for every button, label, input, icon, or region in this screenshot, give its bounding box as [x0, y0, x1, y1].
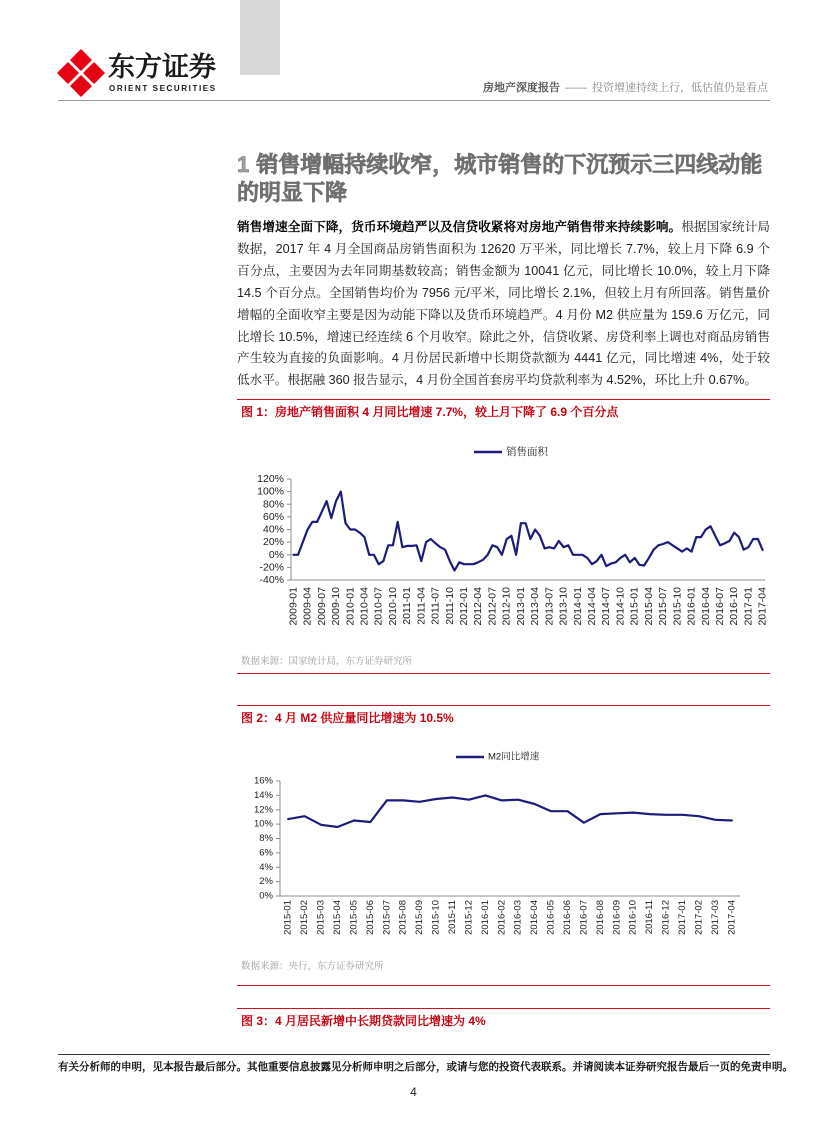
- x-tick-label: 2013-04: [529, 587, 542, 626]
- x-tick-label: 2016-03: [512, 900, 524, 935]
- x-tick-label: 2016-08: [594, 900, 606, 935]
- y-tick-label: 80%: [262, 498, 284, 511]
- x-tick-label: 2009-10: [330, 587, 343, 626]
- y-tick-label: 0%: [259, 890, 273, 902]
- header-separator: ——: [565, 82, 587, 94]
- series-line: [288, 795, 732, 827]
- x-tick-label: 2016-01: [685, 587, 698, 626]
- y-tick-label: -20%: [259, 561, 284, 574]
- section-heading: [237, 151, 770, 207]
- y-tick-label: 20%: [262, 536, 284, 549]
- x-tick-label: 2016-02: [496, 900, 508, 935]
- footer-disclaimer: 有关分析师的申明，见本报告最后部分。其他重要信息披露见分析师申明之后部分，或请与您的投资代表联系。并请阅读本证券研究报告最后一页的免责申明。: [58, 1061, 793, 1073]
- legend-label: M2同比增速: [488, 751, 540, 763]
- x-tick-label: 2010-01: [344, 587, 357, 626]
- x-tick-label: 2014-01: [571, 587, 584, 626]
- x-tick-label: 2014-10: [614, 587, 627, 626]
- x-tick-label: 2013-10: [557, 587, 570, 626]
- running-header: [483, 81, 768, 95]
- x-tick-label: 2016-04: [529, 900, 541, 935]
- header-divider: [58, 100, 770, 101]
- y-tick-label: 4%: [259, 861, 273, 873]
- x-tick-label: 2010-10: [386, 587, 399, 626]
- x-tick-label: 2015-09: [414, 900, 426, 935]
- x-tick-label: 2015-07: [381, 900, 393, 935]
- x-tick-label: 2015-02: [299, 900, 311, 935]
- section-number: 1: [237, 152, 250, 177]
- sales-area-growth-chart: [237, 435, 770, 650]
- y-tick-label: 100%: [257, 485, 284, 498]
- x-tick-label: 2015-10: [671, 587, 684, 626]
- x-tick-label: 2013-01: [514, 587, 527, 626]
- x-tick-label: 2015-10: [430, 900, 442, 935]
- report-title: 投资增速持续上行，低估值仍是看点: [592, 82, 768, 94]
- x-tick-label: 2009-01: [287, 587, 300, 626]
- figure-2-source: 数据来源：央行，东方证券研究所: [241, 961, 384, 972]
- x-tick-label: 2015-06: [364, 900, 376, 935]
- x-tick-label: 2015-04: [332, 900, 343, 935]
- series-line: [293, 492, 762, 571]
- x-tick-label: 2017-01: [742, 587, 755, 626]
- x-tick-label: 2017-04: [756, 587, 769, 626]
- y-tick-label: -40%: [259, 574, 284, 586]
- x-tick-label: 2015-05: [348, 900, 360, 935]
- x-tick-label: 2016-12: [660, 900, 672, 935]
- y-tick-label: 120%: [257, 473, 284, 485]
- figure-3-caption: 图 3：4 月居民新增中长期贷款同比增速为 4%: [237, 1008, 770, 1029]
- x-tick-label: 2016-05: [545, 900, 557, 935]
- header-gray-bar: [240, 0, 280, 75]
- logo-name-cn: 东方证券: [108, 52, 216, 82]
- x-tick-label: 2015-01: [282, 900, 294, 935]
- x-tick-label: 2017-04: [726, 900, 738, 935]
- x-tick-label: 2010-04: [358, 587, 371, 626]
- x-tick-label: 2011-07: [429, 587, 442, 625]
- body-paragraph: [237, 217, 770, 392]
- x-tick-label: 2010-07: [372, 587, 385, 626]
- figure-2-caption: 图 2：4 月 M2 供应量同比增速为 10.5%: [237, 705, 770, 726]
- y-tick-label: 2%: [259, 876, 273, 888]
- x-tick-label: 2016-07: [713, 587, 726, 626]
- x-tick-label: 2014-07: [600, 587, 613, 626]
- section-title: 销售增幅持续收窄，城市销售的下沉预示三四线动能的明显下降: [237, 152, 763, 205]
- x-tick-label: 2015-08: [397, 900, 409, 935]
- figure-1-divider: [237, 673, 770, 674]
- x-tick-label: 2015-11: [447, 900, 458, 935]
- figure-1-caption: 图 1：房地产销售面积 4 月同比增速 7.7%，较上月下降了 6.9 个百分点: [237, 399, 770, 420]
- x-tick-label: 2016-11: [644, 900, 656, 935]
- paragraph-text: 根据国家统计局数据，2017 年 4 月全国商品房销售面积为 12620 万平米，同比增长 7.7%，较上月下降 6.9 个百分点，主要因为去年同期基数较高；销售金额为 10041 亿元，同比增长 10.0%，较上月下降 14.5 个百分点。全国销售均价为 7956 元/平米，同比增长 2.1%，但较上月有所回落。销售量价增幅的全面收窄主要是因为动能下降以及货币环境趋严。4 月份 M2 供应量为 159.6 万亿元，同比增长 10.5%，增速已经连续 6 个月收窄。除此之外，信贷收紧、房贷利率上调也对商品房销售产生较为直接的负面影响。4 月份居民新增中长期贷款额为 4441 亿元，同比增速 4%，处于较低水平。根据融 360 报告显示，4 月份全国首套房平均贷款利率为 4.52%，环比上升 0.67%。: [237, 220, 771, 388]
- y-tick-label: 40%: [262, 523, 284, 536]
- logo-name-en: ORIENT SECURITIES: [109, 84, 217, 93]
- y-tick-label: 60%: [262, 510, 284, 523]
- y-tick-label: 14%: [253, 789, 273, 801]
- x-tick-label: 2015-07: [657, 587, 670, 626]
- legend-label: 销售面积: [506, 446, 548, 458]
- x-tick-label: 2017-01: [677, 900, 688, 935]
- x-tick-label: 2016-10: [627, 900, 639, 935]
- x-tick-label: 2011-10: [443, 587, 456, 625]
- x-tick-label: 2012-01: [458, 587, 471, 626]
- x-tick-label: 2011-01: [401, 587, 414, 625]
- y-tick-label: 6%: [259, 847, 273, 859]
- footer-divider: [58, 1054, 770, 1055]
- y-tick-label: 12%: [253, 804, 273, 816]
- x-tick-label: 2017-02: [693, 900, 705, 935]
- y-tick-label: 16%: [253, 775, 273, 787]
- orient-securities-logo-icon: [56, 48, 106, 98]
- m2-growth-chart: [237, 740, 770, 955]
- page-number: 4: [410, 1085, 417, 1099]
- x-tick-label: 2009-04: [301, 587, 314, 626]
- x-tick-label: 2014-04: [585, 587, 598, 626]
- x-tick-label: 2015-01: [628, 587, 641, 626]
- x-tick-label: 2015-03: [315, 900, 327, 935]
- x-tick-label: 2016-09: [611, 900, 623, 935]
- figure-1-source: 数据来源：国家统计局，东方证券研究所: [241, 656, 413, 667]
- x-tick-label: 2016-06: [562, 900, 573, 935]
- x-tick-label: 2009-07: [315, 587, 328, 626]
- figure-2-divider: [237, 985, 770, 986]
- x-tick-label: 2016-01: [479, 900, 491, 935]
- x-tick-label: 2017-03: [709, 900, 721, 935]
- x-tick-label: 2015-12: [463, 900, 475, 935]
- x-tick-label: 2013-07: [543, 587, 556, 626]
- paragraph-lead: 销售增速全面下降，货币环境趋严以及信贷收紧将对房地产销售带来持续影响。: [237, 220, 682, 234]
- report-type: 房地产深度报告: [483, 82, 560, 94]
- x-tick-label: 2011-04: [415, 587, 428, 625]
- x-tick-label: 2012-10: [500, 587, 513, 626]
- x-tick-label: 2016-04: [699, 587, 712, 626]
- y-tick-label: 10%: [253, 818, 273, 830]
- x-tick-label: 2016-10: [728, 587, 741, 626]
- x-tick-label: 2012-07: [486, 587, 499, 626]
- x-tick-label: 2012-04: [472, 587, 485, 626]
- x-tick-label: 2016-07: [578, 900, 590, 935]
- y-tick-label: 8%: [259, 833, 273, 844]
- y-tick-label: 0%: [268, 548, 284, 561]
- x-tick-label: 2015-04: [642, 587, 655, 626]
